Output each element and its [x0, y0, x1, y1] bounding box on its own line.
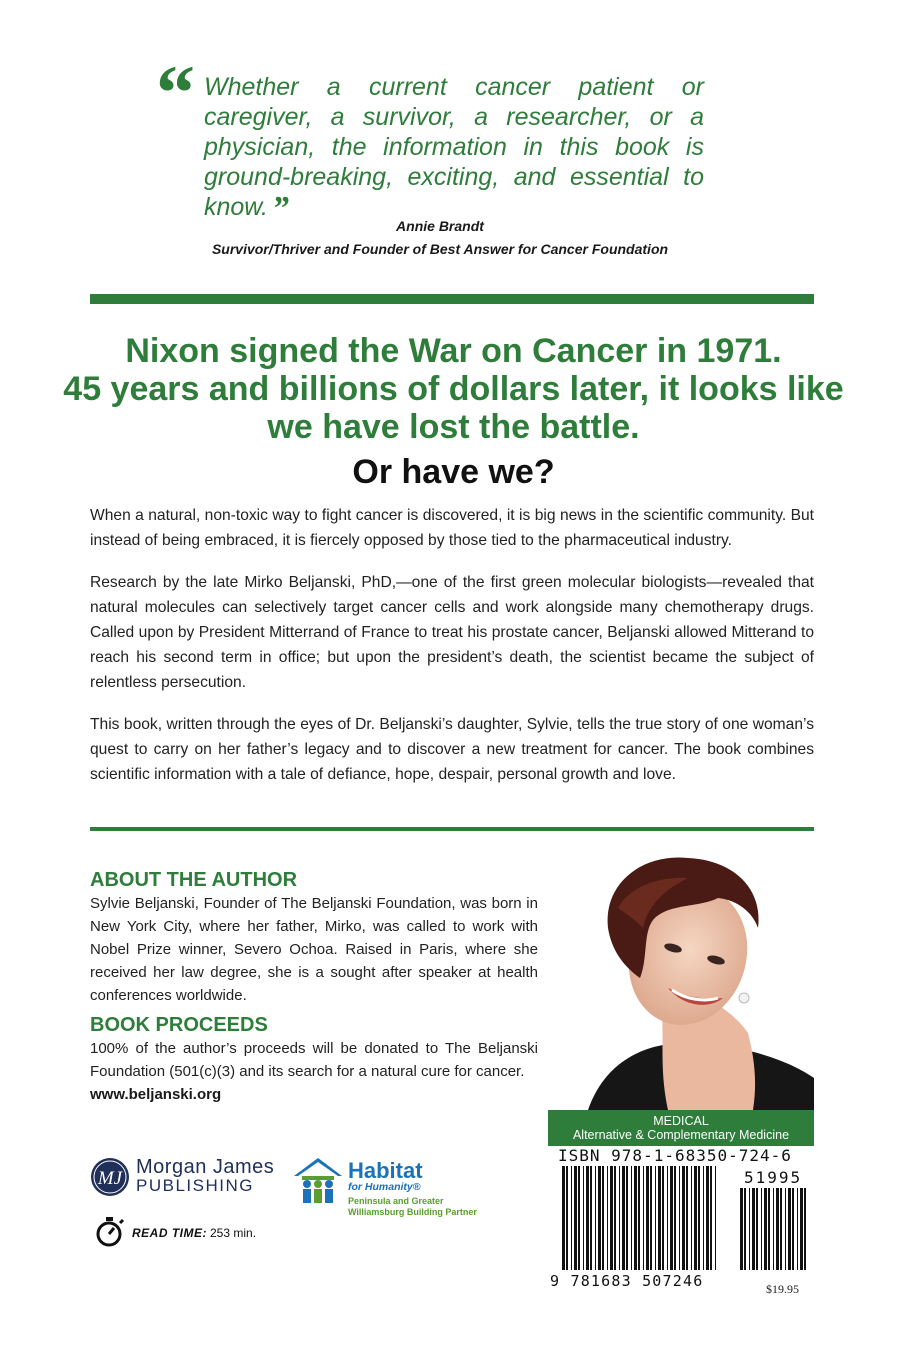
barcode-bar: [590, 1166, 592, 1270]
book-proceeds-section: [90, 1013, 538, 1106]
barcode-bar: [643, 1166, 644, 1270]
barcode-bar: [756, 1188, 758, 1270]
barcode-bar: [752, 1188, 755, 1270]
barcode-bar: [598, 1166, 601, 1270]
book-proceeds-text: 100% of the author’s proceeds will be donated to The Beljanski Foundation (501(c)(3) and its search for a natural cure for cancer.: [90, 1040, 538, 1080]
headline-line-1: Nixon signed the War on Cancer in 1971.: [125, 332, 782, 370]
author-portrait-illustration: [548, 848, 814, 1110]
barcode-bar: [578, 1166, 580, 1270]
barcode-bar: [686, 1166, 688, 1270]
about-author-title: ABOUT THE AUTHOR: [90, 869, 298, 891]
barcode-bar: [740, 1188, 743, 1270]
publisher-name: Morgan James: [136, 1156, 275, 1178]
barcode-bar: [619, 1166, 620, 1270]
barcode-bar: [710, 1166, 712, 1270]
barcode-bar: [607, 1166, 608, 1270]
quote-text: Whether a current cancer patient or caregiver, a survivor, a researcher, or a physician, the information in this book is ground-breaking, exciting, and essential to know.: [204, 73, 704, 221]
barcode-bar: [773, 1188, 774, 1270]
barcode-bars: [548, 1146, 814, 1272]
publisher-sub: PUBLISHING: [136, 1176, 254, 1195]
barcode-addon-bars: [740, 1188, 806, 1270]
barcode-bar: [602, 1166, 604, 1270]
habitat-sub: for Humanity®: [348, 1181, 421, 1193]
habitat-name: Habitat: [348, 1158, 423, 1183]
read-time-label: READ TIME:: [132, 1226, 207, 1240]
barcode-bar: [744, 1188, 746, 1270]
barcode-bar: [804, 1188, 806, 1270]
read-time-value: 253 min.: [210, 1226, 257, 1240]
quote-author-title: Survivor/Thriver and Founder of Best Answer for Cancer Foundation: [211, 241, 669, 257]
category-secondary: Alternative & Complementary Medicine: [572, 1128, 790, 1142]
paragraph-1: When a natural, non-toxic way to fight cancer is discovered, it is big news in the scientific community. But instead of being embraced, it is fiercely opposed by those tied to the pharmaceutical industry.: [90, 507, 814, 549]
barcode-bar: [562, 1166, 565, 1270]
barcode-bar: [667, 1166, 668, 1270]
headline: [60, 332, 847, 446]
barcode-bar: [595, 1166, 596, 1270]
about-author-text: Sylvie Beljanski, Founder of The Beljanski Foundation, was born in New York City, where her father, Mirko, was called to work with Nobel Prize winner, Severo Ochoa. Raised in Paris, where she received her law degree, she is a sought after speaker at health conferences worldwide.: [90, 895, 538, 1004]
barcode-bar: [694, 1166, 697, 1270]
quote-author: Annie Brandt: [396, 218, 484, 234]
barcode-bar: [788, 1188, 791, 1270]
barcode-bar: [674, 1166, 676, 1270]
habitat-partner: [348, 1196, 498, 1218]
barcode-block: [548, 1146, 814, 1296]
paragraph-2: Research by the late Mirko Beljanski, PhD,—one of the first green molecular biologists—revealed that natural molecules can selectively target cancer cells and work alongside many chemotherapy drugs. Called upon by President Mitterrand of France to treat his prostate cancer, Beljanski allowed Mitterand to reach his second term in office; but upon the president’s death, the scientist became the subject of relentless persecution.: [90, 574, 814, 691]
price-code: 51995: [744, 1168, 803, 1187]
category-primary: MEDICAL: [653, 1114, 709, 1128]
barcode-bar: [650, 1166, 652, 1270]
barcode-bar: [706, 1166, 709, 1270]
author-photo: [548, 848, 814, 1110]
category-label: [548, 1110, 814, 1146]
barcode-bar: [622, 1166, 625, 1270]
habitat-logo: [290, 1152, 490, 1228]
barcode-bar: [655, 1166, 656, 1270]
barcode-bar: [631, 1166, 632, 1270]
barcode-bar: [715, 1166, 716, 1270]
barcode-bar: [610, 1166, 613, 1270]
barcode-bar: [797, 1188, 798, 1270]
barcode-bar: [768, 1188, 770, 1270]
barcode-bar: [776, 1188, 779, 1270]
habitat-partner-line-2: Williamsburg Building Partner: [348, 1207, 477, 1217]
barcode-bar: [566, 1166, 568, 1270]
barcode-bar: [583, 1166, 584, 1270]
barcode-bar: [792, 1188, 794, 1270]
barcode-bar: [703, 1166, 704, 1270]
read-time: [94, 1215, 314, 1249]
price: $19.95: [766, 1282, 799, 1296]
barcode-bar: [638, 1166, 640, 1270]
barcode-digits: 9 781683 507246: [550, 1272, 704, 1290]
barcode-bar: [646, 1166, 649, 1270]
barcode-bar: [634, 1166, 637, 1270]
open-quote-mark: “: [156, 49, 195, 136]
headline-line-3: we have lost the battle.: [267, 408, 640, 446]
barcode-bar: [626, 1166, 628, 1270]
subheadline: Or have we?: [352, 453, 555, 491]
barcode-bar: [749, 1188, 750, 1270]
barcode-bar: [662, 1166, 664, 1270]
mj-monogram-icon: [90, 1155, 130, 1199]
barcode-bar: [698, 1166, 700, 1270]
quote-attribution: [160, 215, 720, 261]
website-link[interactable]: www.beljanski.org: [90, 1086, 222, 1103]
headline-line-2: 45 years and billions of dollars later, it looks like: [63, 370, 844, 408]
barcode-bar: [764, 1188, 767, 1270]
barcode-bar: [761, 1188, 762, 1270]
barcode-bar: [800, 1188, 803, 1270]
description-body: [90, 503, 814, 804]
barcode-bar: [682, 1166, 685, 1270]
isbn-number: ISBN 978-1-68350-724-6: [558, 1146, 792, 1165]
mj-monogram-text: MJ: [97, 1168, 123, 1189]
barcode-bar: [670, 1166, 673, 1270]
habitat-house-icon: [290, 1156, 346, 1206]
divider-top: [90, 294, 814, 304]
close-quote-mark: ”: [271, 190, 289, 227]
divider-middle: [90, 827, 814, 831]
barcode-bar: [785, 1188, 786, 1270]
paragraph-3: This book, written through the eyes of Dr. Beljanski’s daughter, Sylvie, tells the true story of one woman’s quest to carry on her father’s legacy and to discover a new treatment for cancer. The book combines scientific information with a tale of defiance, hope, despair, personal growth and love.: [90, 716, 814, 783]
barcode-bar: [691, 1166, 692, 1270]
barcode-bar: [571, 1166, 572, 1270]
book-proceeds-title: BOOK PROCEEDS: [90, 1014, 268, 1036]
about-author-section: [90, 868, 538, 1007]
barcode-bar: [614, 1166, 616, 1270]
stopwatch-icon: [94, 1215, 128, 1249]
publisher-logo: [90, 1153, 290, 1201]
barcode-main-bars: [562, 1166, 716, 1270]
barcode-bar: [586, 1166, 589, 1270]
barcode-bar: [679, 1166, 680, 1270]
barcode-bar: [658, 1166, 661, 1270]
barcode-bar: [574, 1166, 577, 1270]
habitat-partner-line-1: Peninsula and Greater: [348, 1196, 444, 1206]
barcode-bar: [780, 1188, 782, 1270]
